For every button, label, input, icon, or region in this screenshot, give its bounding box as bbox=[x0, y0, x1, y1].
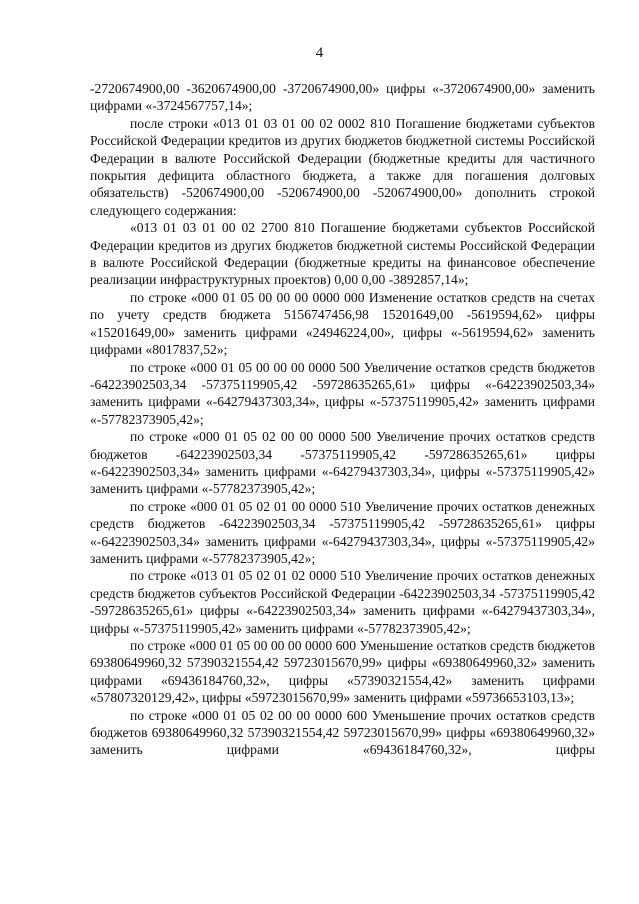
paragraph-9: по строке «000 01 05 00 00 00 0000 600 Уменьшение остатков средств бюджетов 69380649960,32 57390321554,42 59723015670,99» цифры «69380649960,32» заменить цифрами «69436184760,32», цифры «57390321554,42» заменить цифрами «57807320129,42», цифры «59723015670,99» заменить цифрами «59736653103,13»; bbox=[90, 638, 595, 706]
paragraph-7: по строке «000 01 05 02 01 00 0000 510 Увеличение прочих остатков денежных средств бюджетов -64223902503,34 -57375119905,42 -59728635265,61» цифры «-64223902503,34» заменить цифрами «-64279437303,34», цифры «-57375119905,42» заменить цифрами «-57782373905,42»; bbox=[90, 498, 595, 566]
paragraph-5: по строке «000 01 05 00 00 00 0000 500 Увеличение остатков средств бюджетов -64223902503,34 -57375119905,42 -59728635265,61» цифры «-64223902503,34» заменить цифрами «-64279437303,34», цифры «-57375119905,42» заменить цифрами «-57782373905,42»; bbox=[90, 359, 595, 427]
paragraph-10: по строке «000 01 05 02 00 00 0000 600 Уменьшение прочих остатков средств бюджетов 69380649960,32 57390321554,42 59723015670,99» цифры «69380649960,32» заменить цифрами «69436184760,32», цифры bbox=[90, 707, 595, 758]
document-body bbox=[90, 80, 595, 759]
paragraph-6: по строке «000 01 05 02 00 00 0000 500 Увеличение прочих остатков средств бюджетов -64223902503,34 -57375119905,42 -59728635265,61» цифры «-64223902503,34» заменить цифрами «-64279437303,34», цифры «-57375119905,42» заменить цифрами «-57782373905,42»; bbox=[90, 429, 595, 497]
paragraph-2: после строки «013 01 03 01 00 02 0002 810 Погашение бюджетами субъектов Российской Федерации кредитов из других бюджетов бюджетной системы Российской Федерации в валюте Российской Федерации (бюджетные кредиты для частичного покрытия дефицита областного бюджета, а также для погашения долговых обязательств) -520674900,00 -520674900,00 -520674900,00» дополнить строкой следующего содержания: bbox=[90, 115, 595, 218]
paragraph-3: «013 01 03 01 00 02 2700 810 Погашение бюджетами субъектов Российской Федерации кредитов из других бюджетов бюджетной системы Российской Федерации в валюте Российской Федерации (бюджетные кредиты на финансовое обеспечение реализации инфраструктурных проектов) 0,00 0,00 -3892857,14»; bbox=[90, 220, 595, 288]
page-number: 4 bbox=[315, 45, 324, 61]
paragraph-1: -2720674900,00 -3620674900,00 -3720674900,00» цифры «-3720674900,00» заменить цифрами «-3724567757,14»; bbox=[90, 81, 595, 114]
paragraph-8: по строке «013 01 05 02 01 02 0000 510 Увеличение прочих остатков денежных средств бюджетов субъектов Российской Федерации -64223902503,34 -57375119905,42 -59728635265,61» цифры «-64223902503,34» заменить цифрами «-64279437303,34», цифры «-57375119905,42» заменить цифрами «-57782373905,42»; bbox=[90, 568, 595, 636]
paragraph-4: по строке «000 01 05 00 00 00 0000 000 Изменение остатков средств на счетах по учету средств бюджета 5156747456,98 15201649,00 -5619594,62» цифры «15201649,00» заменить цифрами «24946224,00», цифры «-5619594,62» заменить цифрами «8017837,52»; bbox=[90, 289, 595, 358]
